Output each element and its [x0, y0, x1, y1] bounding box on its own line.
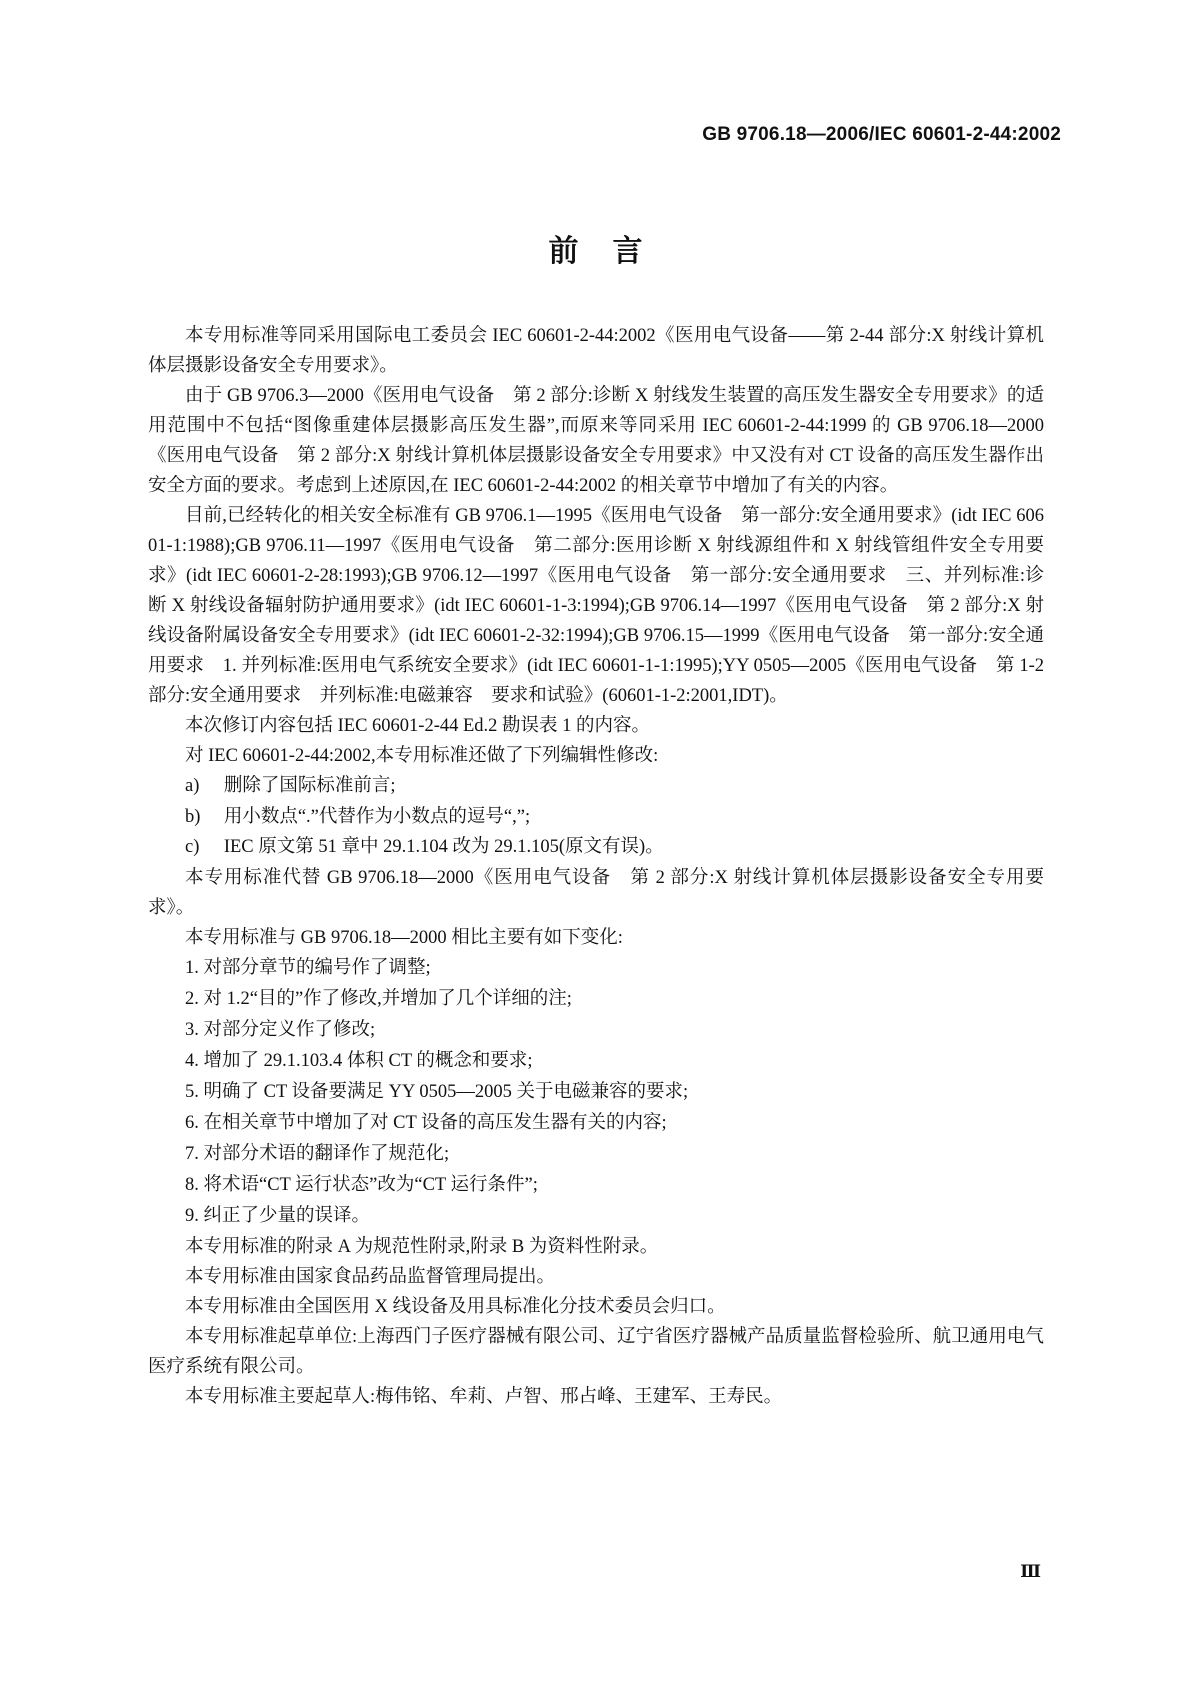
page-number: Ⅲ — [1020, 1562, 1041, 1581]
main-change-item: 9. 纠正了少量的误译。 — [185, 1205, 371, 1226]
list-marker: c) — [185, 837, 200, 857]
paragraph-corrigendum: 本次修订内容包括 IEC 60601-2-44 Ed.2 勘误表 1 的内容。 — [185, 716, 651, 736]
paragraph-proposed-by: 本专用标准由国家食品药品监督管理局提出。 — [185, 1266, 556, 1287]
main-change-item: 2. 对 1.2“目的”作了修改,并增加了几个详细的注; — [185, 988, 572, 1009]
paragraph-centralized-by: 本专用标准由全国医用 X 线设备及用具标准化分技术委员会归口。 — [185, 1296, 726, 1317]
paragraph-drafters: 本专用标准主要起草人:梅伟铭、牟莉、卢智、邢占峰、王建军、王寿民。 — [185, 1386, 783, 1407]
paragraph-related-standards: 目前,已经转化的相关安全标准有 GB 9706.1—1995《医用电气设备 第一部分:安全通用要求》(idt IEC 60601-1:1988);GB 9706.11—1997《医用电气设备 第二部分:医用诊断 X 射线源组件和 X 射线管组件安全专用要求》(idt IEC 60601-2-28:1993);GB 9706.12—1997《医用电气设备 第一部分:安全通用要求 三、并列标准:诊断 X 射线设备辐射防护通用要求》(idt IEC 60601-1-3:1994);GB 9706.14—1997《医用电气设备 第 2 部分:X 射线设备附属设备安全专用要求》(idt IEC 60601-2-32:1994);GB 9706.15—1999《医用电气设备 第一部分:安全通用要求 1. 并列标准:医用电气系统安全要求》(idt IEC 60601-1-1:1995);YY 0505—2005《医用电气设备 第 1-2 部分:安全通用要求 并列标准:电磁兼容 要求和试验》(60601-1-2:2001,IDT)。 — [148, 506, 1044, 706]
paragraph-replaces: 本专用标准代替 GB 9706.18—2000《医用电气设备 第 2 部分:X 射线计算机体层摄影设备安全专用要求》。 — [148, 867, 1044, 918]
main-change-item: 5. 明确了 CT 设备要满足 YY 0505—2005 关于电磁兼容的要求; — [185, 1081, 689, 1102]
page-title: 前言 — [548, 234, 677, 269]
main-change-item: 3. 对部分定义作了修改; — [185, 1019, 376, 1040]
paragraph-adoption: 本专用标准等同采用国际电工委员会 IEC 60601-2-44:2002《医用电气设备——第 2-44 部分:X 射线计算机体层摄影设备安全专用要求》。 — [148, 326, 1044, 376]
editorial-change-item — [148, 771, 1044, 802]
paragraph-background: 由于 GB 9706.3—2000《医用电气设备 第 2 部分:诊断 X 射线发生装置的高压发生器安全专用要求》的适用范围中不包括“图像重建体层摄影高压发生器”,而原来等同采用 IEC 60601-2-44:1999 的 GB 9706.18—2000《医用电气设备 第 2 部分:X 射线计算机体层摄影设备安全专用要求》中又没有对 CT 设备的高压发生器作出安全方面的要求。考虑到上述原因,在 IEC 60601-2-44:2002 的相关章节中增加了有关的内容。 — [148, 386, 1044, 496]
editorial-change-item — [148, 832, 1044, 863]
list-marker: b) — [185, 806, 201, 827]
main-change-item: 6. 在相关章节中增加了对 CT 设备的高压发生器有关的内容; — [185, 1112, 667, 1133]
list-item-text: 用小数点“.”代替作为小数点的逗号“,”; — [223, 806, 531, 827]
paragraph-drafting-units: 本专用标准起草单位:上海西门子医疗器械有限公司、辽宁省医疗器械产品质量监督检验所、航卫通用电气医疗系统有限公司。 — [148, 1326, 1044, 1377]
main-change-item: 7. 对部分术语的翻译作了规范化; — [185, 1143, 450, 1164]
list-marker: a) — [185, 776, 200, 796]
foreword-body — [148, 321, 1044, 1412]
paragraph-changes-intro: 本专用标准与 GB 9706.18—2000 相比主要有如下变化: — [185, 927, 623, 948]
main-change-item: 1. 对部分章节的编号作了调整; — [185, 957, 431, 978]
editorial-change-item — [148, 802, 1044, 833]
list-item-text: 删除了国际标准前言; — [223, 776, 396, 796]
standard-number-header: GB 9706.18—2006/IEC 60601-2-44:2002 — [702, 124, 1061, 145]
main-change-item: 8. 将术语“CT 运行状态”改为“CT 运行条件”; — [185, 1174, 538, 1195]
list-item-text: IEC 原文第 51 章中 29.1.104 改为 29.1.105(原文有误)。 — [223, 837, 664, 857]
paragraph-editorial-intro: 对 IEC 60601-2-44:2002,本专用标准还做了下列编辑性修改: — [185, 746, 659, 766]
main-change-item: 4. 增加了 29.1.103.4 体积 CT 的概念和要求; — [185, 1050, 533, 1071]
paragraph-annexes: 本专用标准的附录 A 为规范性附录,附录 B 为资料性附录。 — [185, 1236, 659, 1257]
